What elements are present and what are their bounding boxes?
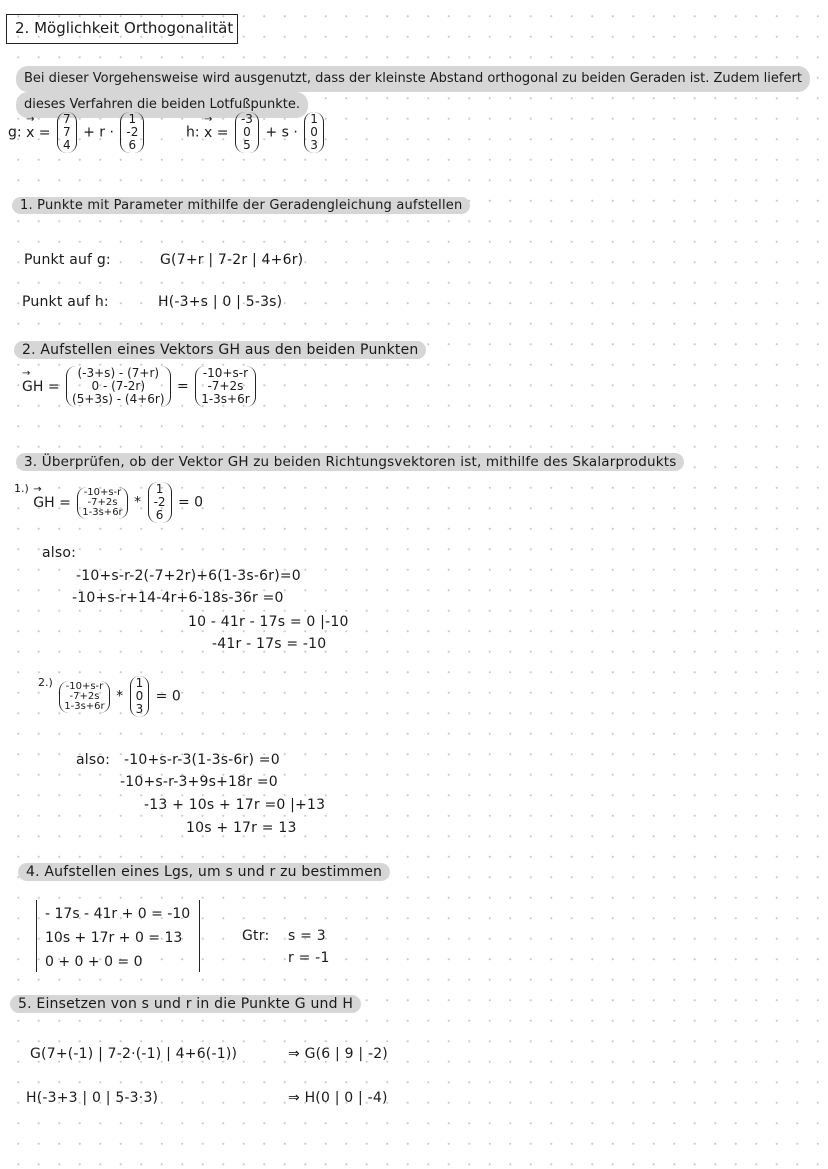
page-title: 2. Möglichkeit Orthogonalität [6,14,238,44]
step3-heading-text: 3. Überprüfen, ob der Vektor GH zu beiden Richtungsvektoren ist, mithilfe des Skalarprodukts [16,453,684,471]
vec-entry: 1 [310,112,318,126]
vec-entry: 7 [62,112,71,126]
vec-entry: 7 [62,125,71,139]
step1-h-point: H(-3+s | 0 | 5-3s) [158,294,283,310]
vec-entry: -7+2s [207,379,244,393]
linear-system [36,900,200,972]
calc2-line-1: -10+s-r-3(1-3s-6r) =0 [124,752,280,768]
line-g-direction-vector [120,112,144,153]
step3-part2-equation [38,676,181,717]
step3-part1-equation [14,482,203,523]
vec-entry: 1 [155,482,164,496]
vec-entry: 5 [243,138,251,152]
gh-simplified-vector [195,366,255,407]
vec-entry: -7+2s [87,496,118,508]
direction-vector-g [148,482,172,523]
vec-entry: (5+3s) - (4+6r) [72,392,165,406]
step5-heading [10,996,361,1012]
line-h-equation [186,112,326,153]
gh-vector [59,681,109,713]
step1-h-point-label: Punkt auf h: [22,294,109,310]
line-g-param: + r · [83,124,114,141]
vec-entry: -2 [126,125,139,139]
vec-entry: (-3+s) - (7+r) [77,366,160,380]
gh-label: → GH = [33,495,71,511]
line-h-label: h: [186,124,200,141]
g-substitution: G(7+(-1) | 7-2·(-1) | 4+6(-1)) [30,1046,238,1062]
equals-zero: = 0 [178,494,204,511]
gh-raw-vector [66,366,171,407]
line-g-support-vector [57,112,77,153]
line-h-param: + s · [265,124,298,141]
part1-label: 1.) [14,482,29,495]
calc1-line-2: -10+s-r+14-4r+6-18s-36r =0 [72,590,284,606]
vec-entry: 1-3s+6r [82,506,123,518]
lgs-row-3: 0 + 0 + 0 = 0 [45,954,143,970]
equals-zero: = 0 [155,688,181,705]
calc1-line-1: -10+s-r-2(-7+2r)+6(1-3s-6r)=0 [76,568,301,584]
s-value: s = 3 [288,928,326,944]
step1-heading [12,198,470,213]
vec-entry: -10+s-r [83,486,122,498]
calc1-line-4: -41r - 17s = -10 [212,636,327,652]
vec-entry: -2 [153,495,166,509]
lgs-row-1: - 17s - 41r + 0 = -10 [45,906,191,922]
gh-vector [77,487,127,519]
line-h-support-vector [235,112,259,153]
step5-heading-text: 5. Einsetzen von s und r in die Punkte G und H [10,995,361,1013]
step3-heading [16,454,684,470]
step4-heading-text: 4. Aufstellen eines Lgs, um s und r zu bestimmen [18,863,390,881]
vec-entry: -7+2s [69,690,100,702]
vec-entry: 1 [135,676,144,690]
intro-paragraph [16,66,816,118]
intro-line-2: dieses Verfahren die beiden Lotfußpunkte. [16,92,308,118]
vec-entry: -10+s-r [202,366,249,380]
step2-heading-text: 2. Aufstellen eines Vektors GH aus den beiden Punkten [14,341,426,359]
vec-entry: 1-3s+6r [201,392,250,406]
step2-vector-equation [22,366,258,407]
intro-line-1: Bei dieser Vorgehensweise wird ausgenutzt, dass der kleinste Abstand orthogonal zu beiden Geraden ist. Zudem liefert [16,66,810,92]
vec-entry: 4 [62,138,71,152]
step4-heading [18,864,390,880]
step1-heading-text: 1. Punkte mit Parameter mithilfe der Geradengleichung aufstellen [12,197,470,214]
calc2-line-2: -10+s-r-3+9s+18r =0 [120,774,278,790]
vec-entry: 0 [243,125,251,139]
vec-entry: 1 [128,112,137,126]
vec-entry: -3 [240,112,253,126]
vec-entry: 0 [135,689,144,703]
line-g-equation [8,112,146,153]
h-result: ⇒ H(0 | 0 | -4) [288,1090,388,1106]
r-value: r = -1 [288,950,330,966]
line-h-x: → x = [204,125,228,141]
vec-entry: 6 [128,138,137,152]
calc2-line-3: -13 + 10s + 17r =0 |+13 [144,797,326,813]
gh-label: → GH = [22,379,60,395]
vec-entry: 3 [310,138,318,152]
lgs-row-2: 10s + 17r + 0 = 13 [45,930,183,946]
g-result: ⇒ G(6 | 9 | -2) [288,1046,388,1062]
h-substitution: H(-3+3 | 0 | 5-3·3) [26,1090,159,1106]
line-g-label: g: [8,124,22,141]
equals-sign: = [177,378,189,395]
part2-label: 2.) [38,676,53,689]
also-label-2: also: [76,752,111,768]
calc2-line-4: 10s + 17r = 13 [186,820,297,836]
scalar-product-star: * [116,688,124,705]
also-label-1: also: [42,545,77,561]
vec-entry: -10+s-r [65,680,104,692]
step1-g-point: G(7+r | 7-2r | 4+6r) [160,252,304,268]
calc1-line-3: 10 - 41r - 17s = 0 |-10 [188,614,349,630]
step1-g-point-label: Punkt auf g: [24,252,111,268]
vec-entry: 3 [135,702,144,716]
line-g-x: → x = [26,125,50,141]
gtr-label: Gtr: [242,928,270,944]
vec-entry: 6 [155,508,164,522]
vec-entry: 0 - (7-2r) [91,379,146,393]
vec-entry: 0 [310,125,318,139]
scalar-product-star: * [134,494,142,511]
vec-entry: 1-3s+6r [64,700,105,712]
step2-heading [14,342,426,358]
direction-vector-h [130,676,150,717]
line-h-direction-vector [304,112,324,153]
